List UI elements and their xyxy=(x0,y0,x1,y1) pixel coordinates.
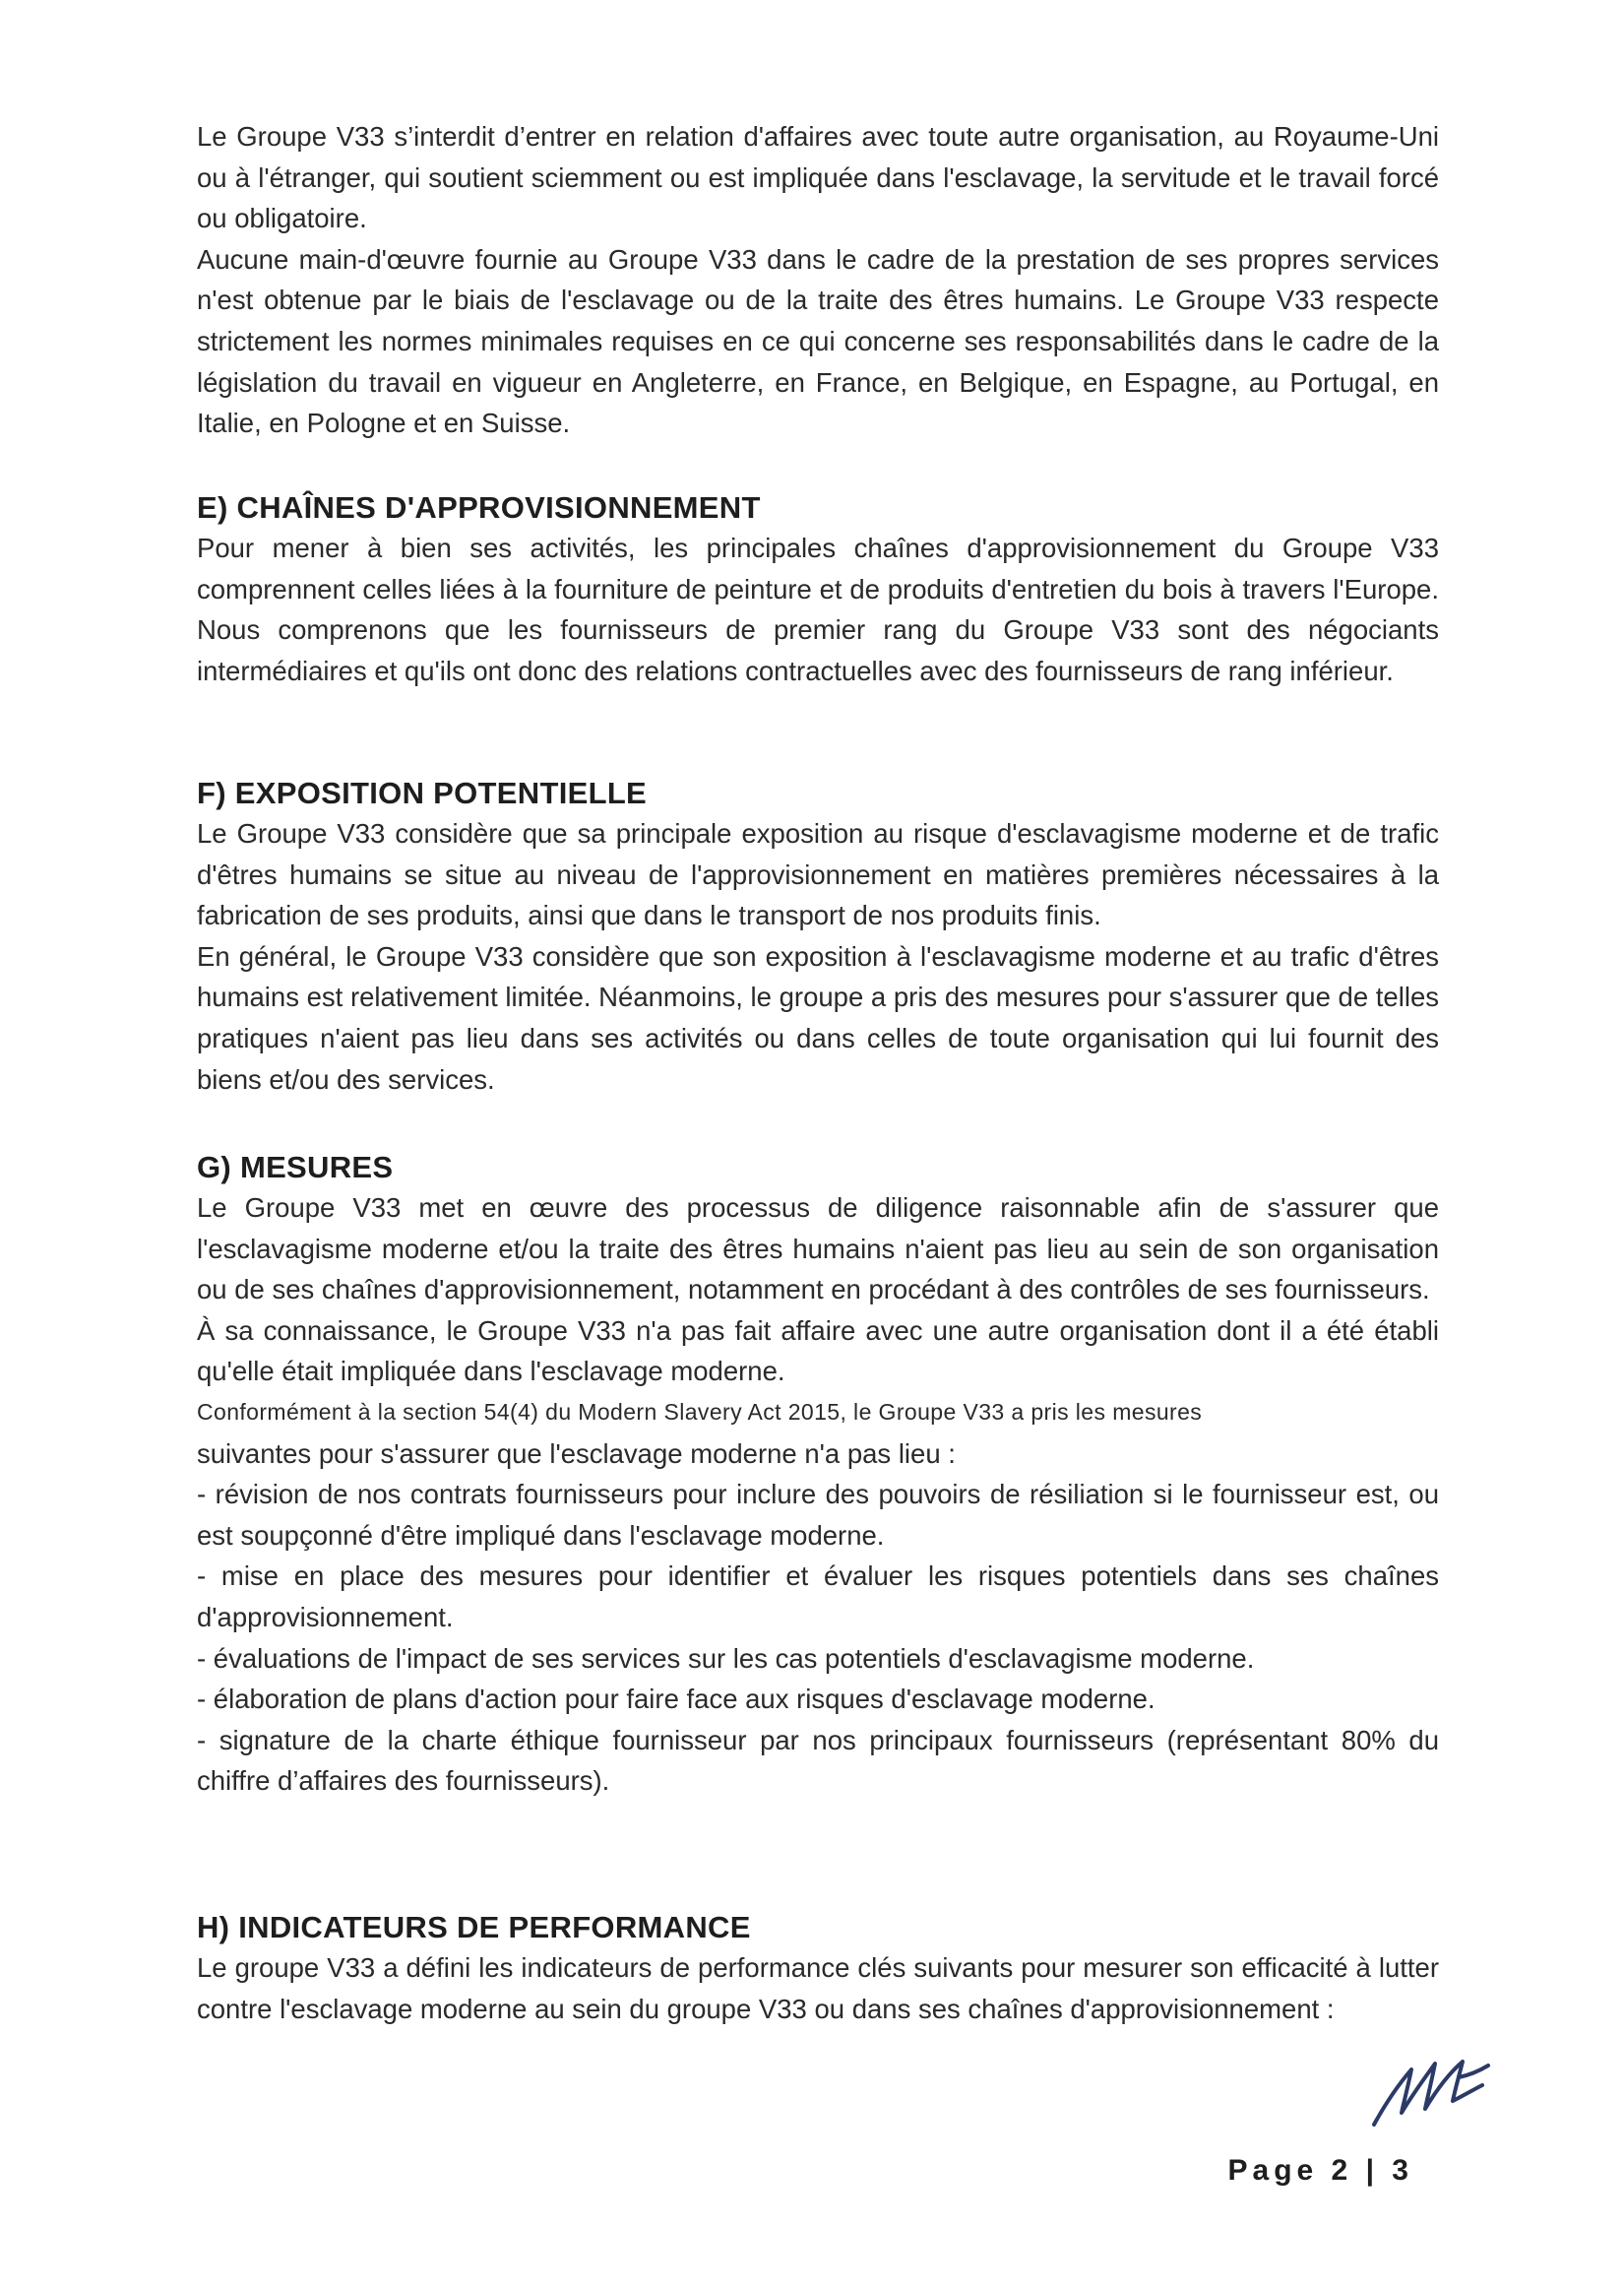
section-e xyxy=(197,488,1439,691)
section-h-paragraph-1: Le groupe V33 a défini les indicateurs de performance clés suivants pour mesurer son efficacité à lutter contre l'esclavage moderne au sein du groupe V33 ou dans ses chaînes d'approvisionnement : xyxy=(197,1952,1439,2024)
section-g-list-item: - révision de nos contrats fournisseurs pour inclure des pouvoirs de résiliation si le fournisseur est, ou est soupçonné d'être impliqué dans l'esclavage moderne. xyxy=(197,1479,1439,1551)
section-g-heading: G) MESURES xyxy=(197,1150,394,1184)
section-f-heading: F) EXPOSITION POTENTIELLE xyxy=(197,776,648,810)
section-g-paragraph-3: Conformément à la section 54(4) du Modern Slavery Act 2015, le Groupe V33 a pris les mesures xyxy=(197,1398,1203,1425)
signature-mark xyxy=(1366,2042,1494,2130)
intro-section xyxy=(197,116,1439,444)
section-h xyxy=(197,1908,1439,2029)
section-g-paragraph-2: À sa connaissance, le Groupe V33 n'a pas fait affaire avec une autre organisation dont il a été établi qu'elle était impliquée dans l'esclavage moderne. xyxy=(197,1314,1439,1387)
section-e-heading: E) CHAÎNES D'APPROVISIONNEMENT xyxy=(197,490,761,525)
intro-paragraph-2: Aucune main-d'œuvre fournie au Groupe V33 dans le cadre de la prestation de ses propres services n'est obtenue par le biais de l'esclavage ou de la traite des êtres humains. Le Groupe V33 respecte strictement les normes minimales requises en ce qui concerne ses responsabilités dans le cadre de la législation du travail en vigueur en Angleterre, en France, en Belgique, en Espagne, au Portugal, en Italie, en Pologne et en Suisse. xyxy=(197,243,1439,439)
section-e-paragraph-1: Pour mener à bien ses activités, les principales chaînes d'approvisionnement du Groupe V33 comprennent celles liées à la fourniture de peinture et de produits d'entretien du bois à travers l'Europe. Nous comprenons que les fournisseurs de premier rang du Groupe V33 sont des négociants intermédiaires et qu'ils ont donc des relations contractuelles avec des fournisseurs de rang inférieur. xyxy=(197,533,1439,686)
section-g-list-item: - élaboration de plans d'action pour faire face aux risques d'esclavage moderne. xyxy=(197,1684,1156,1715)
section-f xyxy=(197,774,1439,1100)
section-h-heading: H) INDICATEURS DE PERFORMANCE xyxy=(197,1910,751,1944)
intro-paragraph-1: Le Groupe V33 s’interdit d’entrer en relation d'affaires avec toute autre organisation, au Royaume-Uni ou à l'étranger, qui soutient sciemment ou est impliquée dans l'esclavage, la servitude et le travail forcé ou obligatoire. xyxy=(197,121,1439,234)
section-g xyxy=(197,1148,1439,1802)
section-g-list-item: - évaluations de l'impact de ses services sur les cas potentiels d'esclavagisme moderne. xyxy=(197,1642,1255,1674)
section-g-list-item: - signature de la charte éthique fournisseur par nos principaux fournisseurs (représentant 80% du chiffre d’affaires des fournisseurs). xyxy=(197,1724,1439,1797)
section-g-paragraph-1: Le Groupe V33 met en œuvre des processus de diligence raisonnable afin de s'assurer que l'esclavagisme moderne et/ou la traite des êtres humains n'aient pas lieu au sein de son organisation ou de ses chaînes d'approvisionnement, notamment en procédant à des contrôles de ses fournisseurs. xyxy=(197,1192,1439,1305)
section-g-paragraph-4: suivantes pour s'assurer que l'esclavage moderne n'a pas lieu : xyxy=(197,1437,956,1469)
page-number-footer: Page 2 | 3 xyxy=(1227,2154,1413,2187)
section-g-list-item: - mise en place des mesures pour identifier et évaluer les risques potentiels dans ses chaînes d'approvisionnement. xyxy=(197,1560,1439,1632)
section-f-paragraph-2: En général, le Groupe V33 considère que son exposition à l'esclavagisme moderne et au trafic d'êtres humains est relativement limitée. Néanmoins, le groupe a pris des mesures pour s'assurer que de telles pratiques n'aient pas lieu dans ses activités ou dans celles de toute organisation qui lui fournit des biens et/ou des services. xyxy=(197,940,1439,1095)
section-f-paragraph-1: Le Groupe V33 considère que sa principale exposition au risque d'esclavagisme moderne et de trafic d'êtres humains se situe au niveau de l'approvisionnement en matières premières nécessaires à la fabrication de ses produits, ainsi que dans le transport de nos produits finis. xyxy=(197,818,1439,931)
